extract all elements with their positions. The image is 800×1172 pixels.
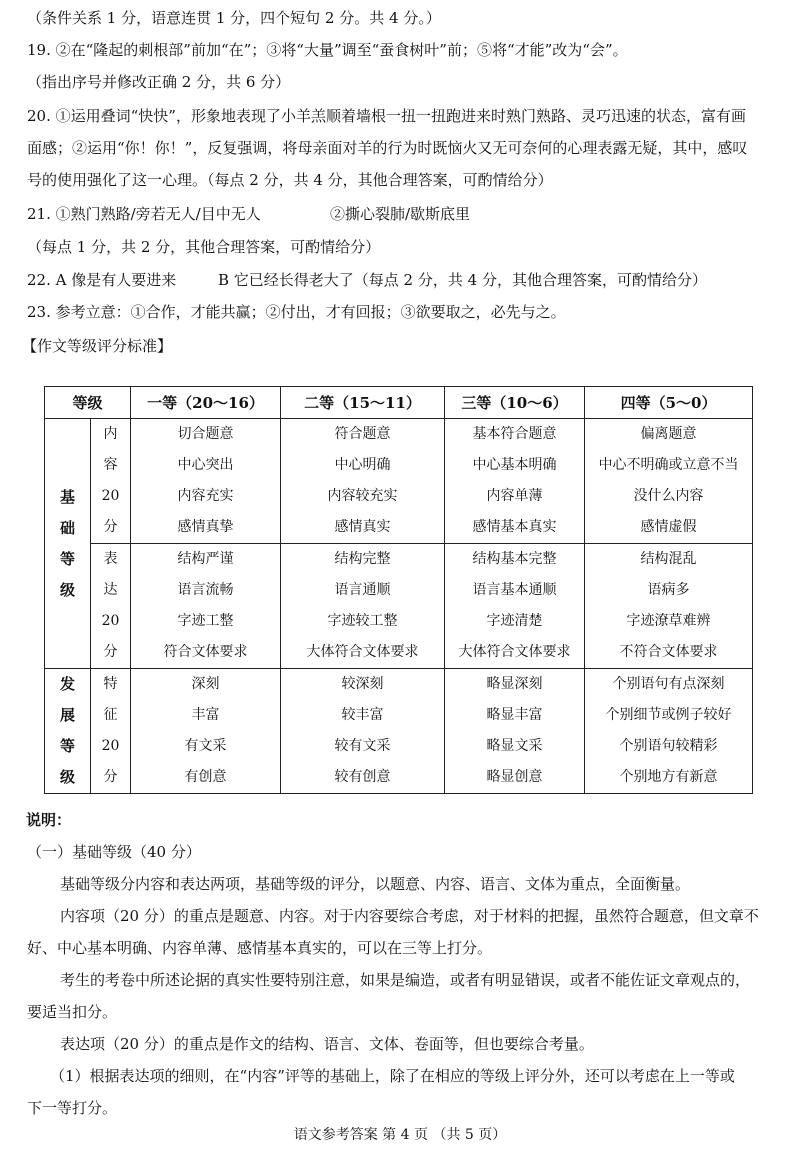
content-fourth: 偏离题意 中心不明确或立意不当 没什么内容 感情虚假: [585, 419, 753, 544]
category-basic: 基 础 等 级: [45, 419, 91, 669]
table-row-feature: [45, 669, 753, 794]
category-development: 发 展 等 级: [45, 669, 91, 794]
subcategory-feature: 特 征 20 分: [91, 669, 131, 794]
content-third: 基本符合题意 中心基本明确 内容单薄 感情基本真实: [445, 419, 585, 544]
expression-fourth: 结构混乱 语病多 字迹潦草难辨 不符合文体要求: [585, 544, 753, 669]
feature-fourth: 个别语句有点深刻 个别细节或例子较好 个别语句较精彩 个别地方有新意: [585, 669, 753, 794]
table-row-content: [45, 419, 753, 544]
notes-paragraph-1: 基础等级分内容和表达两项，基础等级的评分，以题意、内容、语言、文体为重点，全面衡量。: [60, 875, 691, 893]
page-footer: 语文参考答案 第 4 页 （共 5 页）: [293, 1127, 507, 1143]
table-row-expression: [45, 544, 753, 669]
notes-paragraph-3-line1: 考生的考卷中所述论据的真实性要特别注意，如果是编造，或者有明显错误，或者不能佐证文章观点的，: [60, 971, 751, 989]
feature-second: 较深刻 较丰富 较有文采 较有创意: [281, 669, 445, 794]
notes-section-basic: （一）基础等级（40 分）: [27, 843, 201, 861]
q22-answer-b: B 它已经长得老大了（每点 2 分，共 4 分，其他合理答案，可酌情给分）: [218, 271, 707, 289]
notes-paragraph-2-line1: 内容项（20 分）的重点是题意、内容。对于内容要综合考虑，对于材料的把握，虽然符合题意，但文章不: [60, 907, 759, 925]
essay-grading-title: 【作文等级评分标准】: [22, 337, 173, 355]
notes-paragraph-2-line2: 好、中心基本明确、内容单薄、感情基本真实的，可以在三等上打分。: [27, 939, 493, 957]
table-header-row: [45, 387, 753, 419]
q20-answer-line1: 20. ①运用叠词“快快”，形象地表现了小羊羔顺着墙根一扭一扭跑进来时熟门熟路、灵巧迅速的状态，富有画: [27, 107, 746, 125]
q20-answer-line3: 号的使用强化了这一心理。（每点 2 分，共 4 分，其他合理答案，可酌情给分）: [27, 171, 553, 189]
header-fourth: 四等（5～0）: [585, 387, 753, 419]
expression-first: 结构严谨 语言流畅 字迹工整 符合文体要求: [131, 544, 281, 669]
q20-answer-line2: 面感；②运用“你！你！”，反复强调，将母亲面对羊的行为时既恼火又无可奈何的心理表露无疑，其中，感叹: [27, 139, 748, 157]
feature-third: 略显深刻 略显丰富 略显文采 略显创意: [445, 669, 585, 794]
notes-paragraph-4: 表达项（20 分）的重点是作文的结构、语言、文体、卷面等，但也要综合考量。: [60, 1035, 594, 1053]
subcategory-content: 内 容 20 分: [91, 419, 131, 544]
q19-answer: 19. ②在“隆起的刺根部”前加“在”；③将“大量”调至“蚕食树叶”前；⑤将“才能”改为“会”。: [27, 41, 628, 59]
notes-paragraph-3-line2: 要适当扣分。: [27, 1003, 118, 1021]
header-first: 一等（20～16）: [131, 387, 281, 419]
notes-title: 说明：: [26, 811, 72, 829]
notes-paragraph-5-line2: 下一等打分。: [27, 1099, 118, 1117]
header-second: 二等（15～11）: [281, 387, 445, 419]
header-third: 三等（10～6）: [445, 387, 585, 419]
q23-answer: 23. 参考立意：①合作，才能共赢；②付出，才有回报；③欲要取之，必先与之。: [27, 303, 566, 321]
q21-answer-part1: 21. ①熟门熟路/旁若无人/目中无人: [27, 205, 261, 223]
notes-paragraph-5-line1: （1）根据表达项的细则，在“内容”评等的基础上，除了在相应的等级上评分外，还可以考虑在上一等或: [50, 1067, 735, 1085]
q19-scoring-note: （指出序号并修改正确 2 分，共 6 分）: [27, 73, 291, 91]
q22-answer-a: 22. A 像是有人要进来: [27, 271, 177, 289]
content-second: 符合题意 中心明确 内容较充实 感情真实: [281, 419, 445, 544]
q18-scoring-note: （条件关系 1 分，语意连贯 1 分，四个短句 2 分。共 4 分。）: [27, 9, 441, 27]
feature-first: 深刻 丰富 有文采 有创意: [131, 669, 281, 794]
q21-scoring-note: （每点 1 分，共 2 分，其他合理答案，可酌情给分）: [27, 238, 381, 256]
subcategory-expression: 表 达 20 分: [91, 544, 131, 669]
essay-grading-table: [44, 386, 753, 794]
q21-answer-part2: ②撕心裂肺/歇斯底里: [330, 205, 471, 223]
content-first: 切合题意 中心突出 内容充实 感情真挚: [131, 419, 281, 544]
header-grade: 等级: [45, 387, 131, 419]
expression-second: 结构完整 语言通顺 字迹较工整 大体符合文体要求: [281, 544, 445, 669]
expression-third: 结构基本完整 语言基本通顺 字迹清楚 大体符合文体要求: [445, 544, 585, 669]
